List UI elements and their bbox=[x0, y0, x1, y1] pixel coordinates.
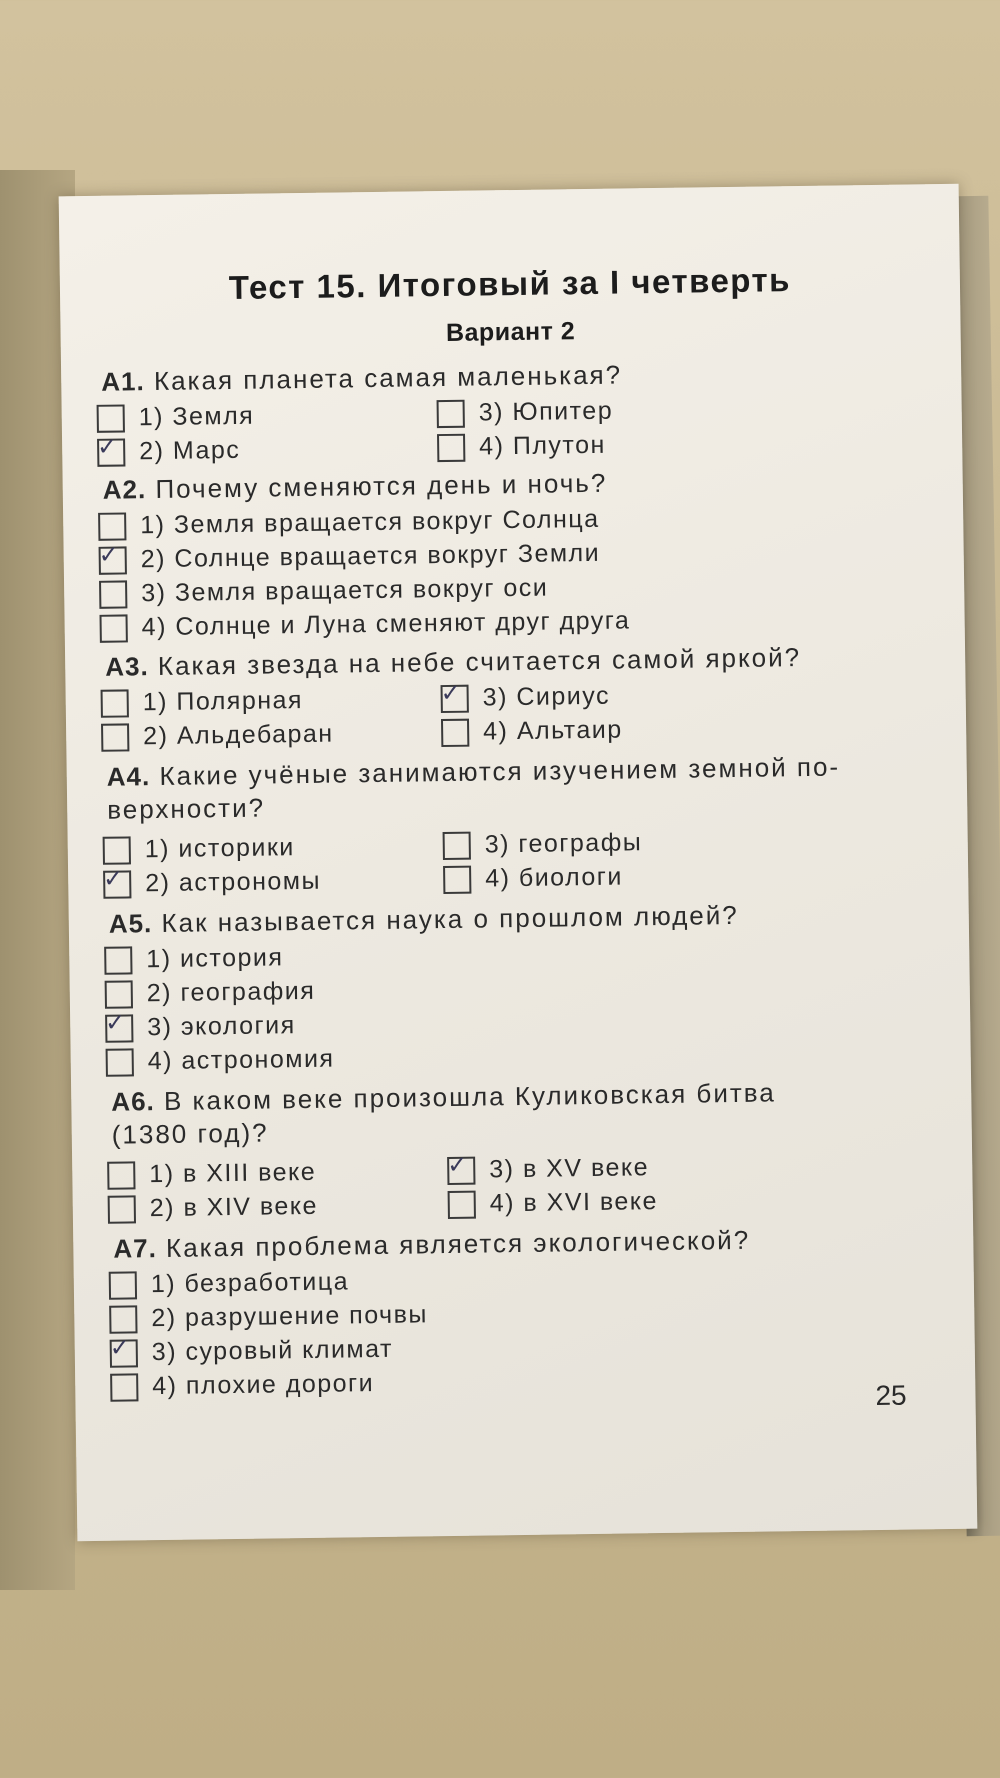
question-number: А2. bbox=[102, 474, 147, 505]
checkbox[interactable] bbox=[441, 718, 469, 746]
checkbox[interactable] bbox=[99, 580, 127, 608]
question-number: А6. bbox=[111, 1086, 155, 1117]
question-a3 bbox=[105, 639, 925, 683]
option-a7-3[interactable]: ✓ 3) суровый климат bbox=[109, 1332, 394, 1367]
question-a7 bbox=[113, 1221, 933, 1265]
option-a1-4[interactable]: 4) Плутон bbox=[437, 431, 606, 462]
option-a1-2[interactable]: ✓ 2) Марс bbox=[96, 432, 241, 466]
check-mark-icon: ✓ bbox=[109, 1332, 132, 1362]
option-a4-3[interactable]: 3) географы bbox=[443, 828, 643, 860]
check-mark-icon: ✓ bbox=[447, 1150, 470, 1179]
checkbox[interactable] bbox=[105, 980, 133, 1008]
option-a6-4[interactable]: 4) в XVI веке bbox=[448, 1187, 659, 1219]
question-text: Как называется наука о прошлом людей? bbox=[161, 899, 739, 938]
question-number: А5. bbox=[108, 908, 153, 939]
checkbox[interactable] bbox=[448, 1190, 476, 1218]
check-mark-icon: ✓ bbox=[440, 678, 463, 707]
option-a2-2[interactable]: ✓ 2) Солнце вращается вокруг Земли bbox=[98, 538, 601, 574]
checkbox-checked[interactable] bbox=[102, 863, 131, 898]
check-mark-icon: ✓ bbox=[96, 432, 119, 461]
checkbox[interactable] bbox=[443, 865, 471, 893]
question-a5 bbox=[109, 896, 929, 940]
question-a2 bbox=[103, 462, 923, 506]
option-a2-3[interactable]: 3) Земля вращается вокруг оси bbox=[99, 574, 548, 609]
checkbox-checked[interactable] bbox=[96, 432, 125, 466]
checkbox[interactable] bbox=[437, 399, 465, 427]
question-text: Какая проблема является экологической? bbox=[165, 1224, 751, 1263]
check-mark-icon: ✓ bbox=[104, 1007, 127, 1037]
checkbox[interactable] bbox=[109, 1305, 137, 1333]
option-a6-1[interactable]: 1) в XIII веке bbox=[107, 1158, 316, 1190]
option-a5-4[interactable]: 4) астрономия bbox=[106, 1045, 335, 1077]
checkbox[interactable] bbox=[109, 1271, 137, 1299]
checkbox[interactable] bbox=[106, 1048, 134, 1076]
question-a1 bbox=[101, 354, 921, 398]
question-text: В каком веке произошла Куликовская битва bbox=[163, 1077, 776, 1116]
question-number: А3. bbox=[105, 651, 149, 682]
checkbox[interactable] bbox=[107, 1161, 135, 1189]
checkbox[interactable] bbox=[437, 433, 465, 461]
option-a6-2[interactable]: 2) в XIV веке bbox=[108, 1192, 319, 1224]
checkbox[interactable] bbox=[110, 1373, 138, 1401]
question-text: Почему сменяются день и ночь? bbox=[155, 467, 608, 505]
option-a3-3[interactable]: ✓ 3) Сириус bbox=[440, 678, 611, 712]
page-number: 25 bbox=[875, 1379, 907, 1412]
book-page bbox=[59, 184, 978, 1541]
option-a5-3[interactable]: ✓ 3) экология bbox=[104, 1007, 296, 1042]
option-a5-1[interactable]: 1) история bbox=[104, 943, 284, 974]
question-text: Какая звезда на небе считается самой яркой? bbox=[157, 642, 802, 682]
checkbox[interactable] bbox=[443, 831, 471, 859]
question-a4 bbox=[107, 749, 928, 826]
check-mark-icon: ✓ bbox=[98, 540, 121, 569]
checkbox[interactable] bbox=[97, 404, 125, 432]
option-a4-4[interactable]: 4) биологи bbox=[443, 863, 623, 895]
checkbox[interactable] bbox=[108, 1195, 136, 1223]
question-text: Какие учёные занимаются изучением земной по- bbox=[159, 751, 841, 791]
checkbox-checked[interactable] bbox=[104, 1007, 133, 1042]
option-a3-2[interactable]: 2) Альдебаран bbox=[101, 720, 334, 752]
question-text-continued: (1380 год)? bbox=[111, 1117, 269, 1150]
option-a7-2[interactable]: 2) разрушение почвы bbox=[109, 1300, 428, 1333]
option-a3-4[interactable]: 4) Альтаир bbox=[441, 716, 623, 748]
checkbox[interactable] bbox=[104, 946, 132, 974]
option-a4-2[interactable]: ✓ 2) астрономы bbox=[102, 863, 322, 898]
checkbox-checked[interactable] bbox=[98, 540, 127, 574]
variant-label: Вариант 2 bbox=[445, 317, 576, 347]
checkbox-checked[interactable] bbox=[440, 678, 469, 712]
option-a2-1[interactable]: 1) Земля вращается вокруг Солнца bbox=[98, 505, 600, 541]
checkbox-checked[interactable] bbox=[447, 1150, 475, 1184]
option-a5-2[interactable]: 2) география bbox=[105, 977, 316, 1009]
question-text: Какая планета самая маленькая? bbox=[153, 359, 623, 397]
option-a1-1[interactable]: 1) Земля bbox=[97, 402, 255, 433]
option-a3-1[interactable]: 1) Полярная bbox=[101, 686, 304, 718]
question-a6 bbox=[111, 1074, 932, 1151]
option-a1-3[interactable]: 3) Юпитер bbox=[437, 397, 614, 428]
option-a6-3[interactable]: ✓ 3) в XV веке bbox=[447, 1150, 650, 1184]
checkbox[interactable] bbox=[98, 512, 126, 540]
checkbox[interactable] bbox=[101, 689, 129, 717]
option-a2-4[interactable]: 4) Солнце и Луна сменяют друг друга bbox=[99, 606, 630, 642]
option-a7-4[interactable]: 4) плохие дороги bbox=[110, 1369, 374, 1402]
option-a4-1[interactable]: 1) историки bbox=[103, 833, 295, 865]
checkbox[interactable] bbox=[101, 723, 129, 751]
question-number: А7. bbox=[113, 1233, 158, 1264]
question-number: А1. bbox=[101, 366, 145, 397]
checkbox-checked[interactable] bbox=[109, 1332, 138, 1367]
checkbox[interactable] bbox=[99, 614, 127, 642]
question-text-continued: верхности? bbox=[107, 792, 266, 825]
checkbox[interactable] bbox=[103, 836, 131, 864]
page-title: Тест 15. Итоговый за I четверть bbox=[228, 261, 792, 306]
option-a7-1[interactable]: 1) безработица bbox=[109, 1267, 350, 1299]
question-number: А4. bbox=[106, 761, 151, 792]
check-mark-icon: ✓ bbox=[102, 863, 125, 893]
